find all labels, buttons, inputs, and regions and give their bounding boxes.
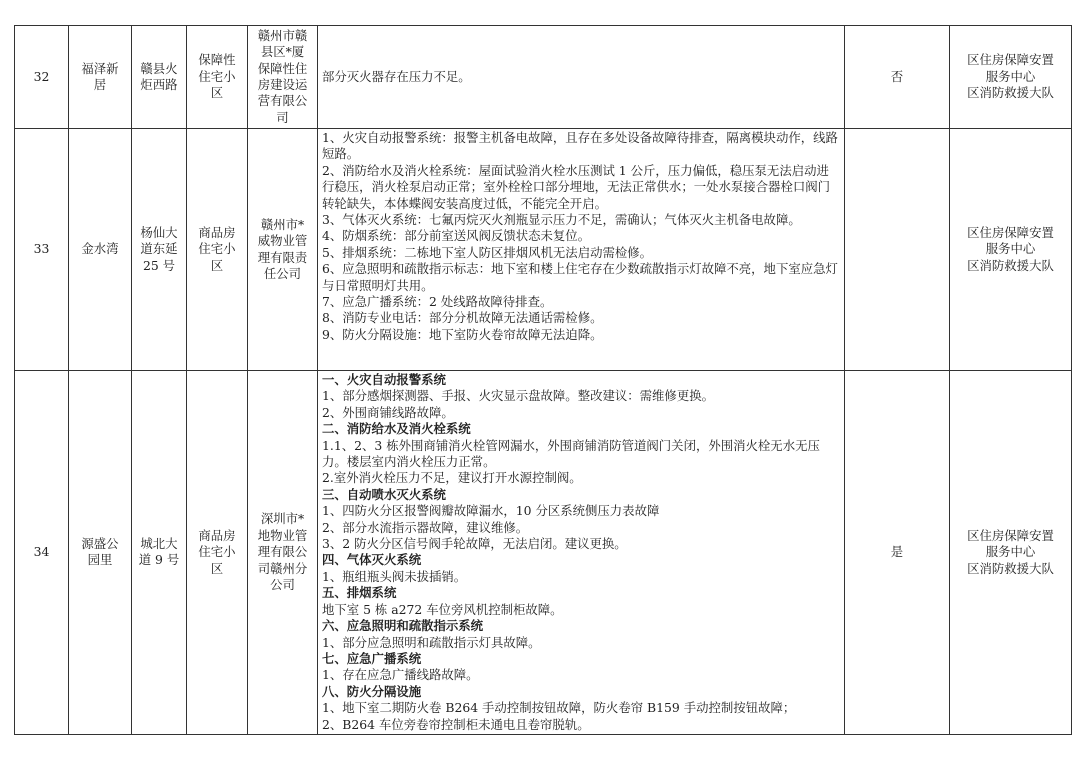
cell-company [248, 371, 318, 735]
table-body [15, 26, 1072, 735]
cell-line: 区住房保障安置 [967, 52, 1054, 68]
cell-line: 住宅小 [198, 241, 236, 257]
cell-company [248, 26, 318, 129]
cell-line: 赣州市赣 [257, 27, 308, 43]
inspection-table [14, 25, 1072, 735]
cell-line: 区 [210, 257, 224, 273]
issue-heading: 一、火灾自动报警系统 [322, 372, 446, 387]
issue-heading: 七、应急广播系统 [322, 650, 422, 666]
issue-item: 5、排烟系统：二栋地下室人防区排烟风机无法启动需检修。 [322, 244, 653, 260]
issue-heading: 六、应急照明和疏散指示系统 [322, 618, 484, 634]
issue-item: 4、防烟系统：部分前室送风阀反馈状态未复位。 [322, 228, 591, 244]
cell-line: 房建设运 [257, 77, 308, 92]
cell-line: 道东延 [140, 241, 178, 257]
cell-line: 25 号 [142, 257, 176, 273]
cell-line: 任公司 [263, 265, 302, 281]
cell-name [69, 26, 132, 129]
issue-item: 2.室外消火栓压力不足，建议打开水源控制阀。 [322, 470, 582, 486]
cell-dept [950, 26, 1072, 129]
issue-item: 1、存在应急广播线路故障。 [322, 667, 479, 683]
table-row [15, 129, 1072, 371]
cell-name [69, 129, 132, 371]
cell-line: 道 9 号 [138, 552, 180, 568]
cell-line: 福泽新 [81, 60, 119, 76]
cell-name [69, 371, 132, 735]
issue-item: 1、瓶组瓶头阀未拔插销。 [322, 568, 467, 584]
cell-type [187, 129, 248, 371]
cell-address [132, 26, 187, 129]
issue-item: 1、部分应急照明和疏散指示灯具故障。 [322, 634, 541, 650]
issue-item: 8、消防专业电话：部分分机故障无法通话需检修。 [322, 310, 603, 326]
cell-no: 32 [15, 26, 69, 129]
cell-line: 司 [276, 109, 289, 125]
cell-line: 源盛公 [81, 536, 119, 552]
issue-item: 1、部分感烟探测器、手报、火灾显示盘故障。整改建议：需维修更换。 [322, 388, 714, 404]
cell-line: 保障性 [198, 52, 236, 68]
cell-line: 服务中心 [985, 241, 1036, 257]
table-row [15, 371, 1072, 735]
cell-line: 理有限责 [257, 249, 308, 265]
cell-line: 区 [210, 85, 224, 101]
cell-line: 保障性住 [257, 60, 308, 76]
cell-line: 区消防救援大队 [967, 85, 1054, 101]
cell-line: 服务中心 [985, 68, 1036, 84]
issue-item: 7、应急广播系统：2 处线路故障待排查。 [322, 294, 553, 310]
cell-line: 公司 [270, 577, 295, 593]
cell-line: 赣县火 [140, 60, 178, 76]
issue-item: 2、外围商铺线路故障。 [322, 404, 454, 420]
cell-line: 区住房保障安置 [967, 527, 1054, 543]
issue-heading: 二、消防给水及消火栓系统 [322, 421, 471, 437]
cell-issues [318, 371, 845, 735]
cell-line: 园里 [87, 552, 113, 568]
cell-issues [318, 26, 845, 129]
issue-item: 1、四防火分区报警阀瓣故障漏水，10 分区系统侧压力表故障 [322, 503, 660, 519]
issue-item: 2、部分水流指示器故障，建议维修。 [322, 519, 529, 535]
issue-item: 3、气体灭火系统：七氟丙烷灭火剂瓶显示压力不足，需确认；气体灭火主机备电故障。 [322, 212, 801, 228]
cell-no: 33 [15, 129, 69, 371]
issue-heading: 四、气体灭火系统 [322, 552, 422, 568]
cell-line: 赣州市* [260, 216, 305, 232]
issue-item: 1.1、2、3 栋外围商铺消火栓管网漏水，外围商铺消防管道阀门关闭，外围消火栓无水无压力。楼层室内消火栓压力正常。 [322, 437, 820, 470]
issue-item: 部分灭火器存在压力不足。 [322, 68, 471, 84]
cell-line: 区消防救援大队 [967, 560, 1054, 576]
cell-line: 杨仙大 [140, 224, 178, 240]
issue-heading: 三、自动喷水灭火系统 [322, 486, 446, 502]
cell-issues [318, 129, 845, 371]
cell-no: 34 [15, 371, 69, 735]
cell-type [187, 26, 248, 129]
issue-item: 1、地下室二期防火卷 B264 手动控制按钮故障，防火卷帘 B159 手动控制按钮故障； [322, 700, 796, 716]
cell-line: 区消防救援大队 [967, 257, 1054, 273]
cell-line: 威物业管 [257, 233, 308, 249]
issue-item: 1、火灾自动报警系统：报警主机备电故障，且存在多处设备故障待排查，隔离模块动作，线路短路。 [322, 130, 838, 162]
cell-line: 区 [210, 560, 224, 576]
cell-address [132, 129, 187, 371]
cell-line: 司赣州分 [257, 560, 308, 576]
cell-dept [950, 371, 1072, 735]
issue-item: 2、消防给水及消火栓系统：屋面试验消火栓水压测试 1 公斤，压力偏低，稳压泵无法启动进行稳压，消火栓泵启动正常；室外栓栓口部分埋地，无法正常供水；一处水泵接合器栓口阀门转轮缺失，本体蝶阀安装高度过低，不能完全开启。 [322, 162, 831, 211]
cell-dept [950, 129, 1072, 371]
issue-heading: 八、防火分隔设施 [322, 683, 422, 699]
cell-line: 居 [93, 77, 107, 92]
cell-line: 炬西路 [140, 77, 178, 92]
cell-line: 地物业管 [257, 527, 308, 543]
table-row [15, 26, 1072, 129]
cell-flag: 否 [845, 26, 950, 129]
cell-flag: 是 [845, 371, 950, 735]
cell-line: 营有限公 [257, 93, 308, 109]
cell-line: 商品房 [198, 527, 236, 543]
cell-line: 理有限公 [257, 544, 308, 560]
issue-item: 3、2 防火分区信号阀手轮故障，无法启闭。建议更换。 [322, 536, 627, 552]
issue-item: 地下室 5 栋 a272 车位旁风机控制柜故障。 [322, 601, 563, 617]
cell-line: 县区*厦 [260, 44, 305, 60]
cell-line: 住宅小 [198, 544, 236, 560]
cell-type [187, 371, 248, 735]
cell-line: 服务中心 [985, 544, 1036, 560]
issue-item: 6、应急照明和疏散指示标志：地下室和楼上住宅存在少数疏散指示灯故障不亮，地下室应急灯与日常照明灯共用。 [322, 261, 838, 293]
issue-heading: 五、排烟系统 [322, 585, 397, 601]
cell-flag [845, 129, 950, 371]
issue-item: 2、B264 车位旁卷帘控制柜未通电且卷帘脱轨。 [322, 716, 590, 732]
cell-line: 深圳市* [260, 511, 305, 527]
cell-company [248, 129, 318, 371]
cell-line: 城北大 [140, 536, 178, 552]
cell-address [132, 371, 187, 735]
cell-line: 金水湾 [81, 241, 119, 257]
cell-line: 住宅小 [198, 68, 236, 84]
cell-line: 区住房保障安置 [967, 224, 1054, 240]
cell-line: 商品房 [198, 224, 236, 240]
issue-item: 9、防火分隔设施：地下室防火卷帘故障无法迫降。 [322, 326, 603, 342]
